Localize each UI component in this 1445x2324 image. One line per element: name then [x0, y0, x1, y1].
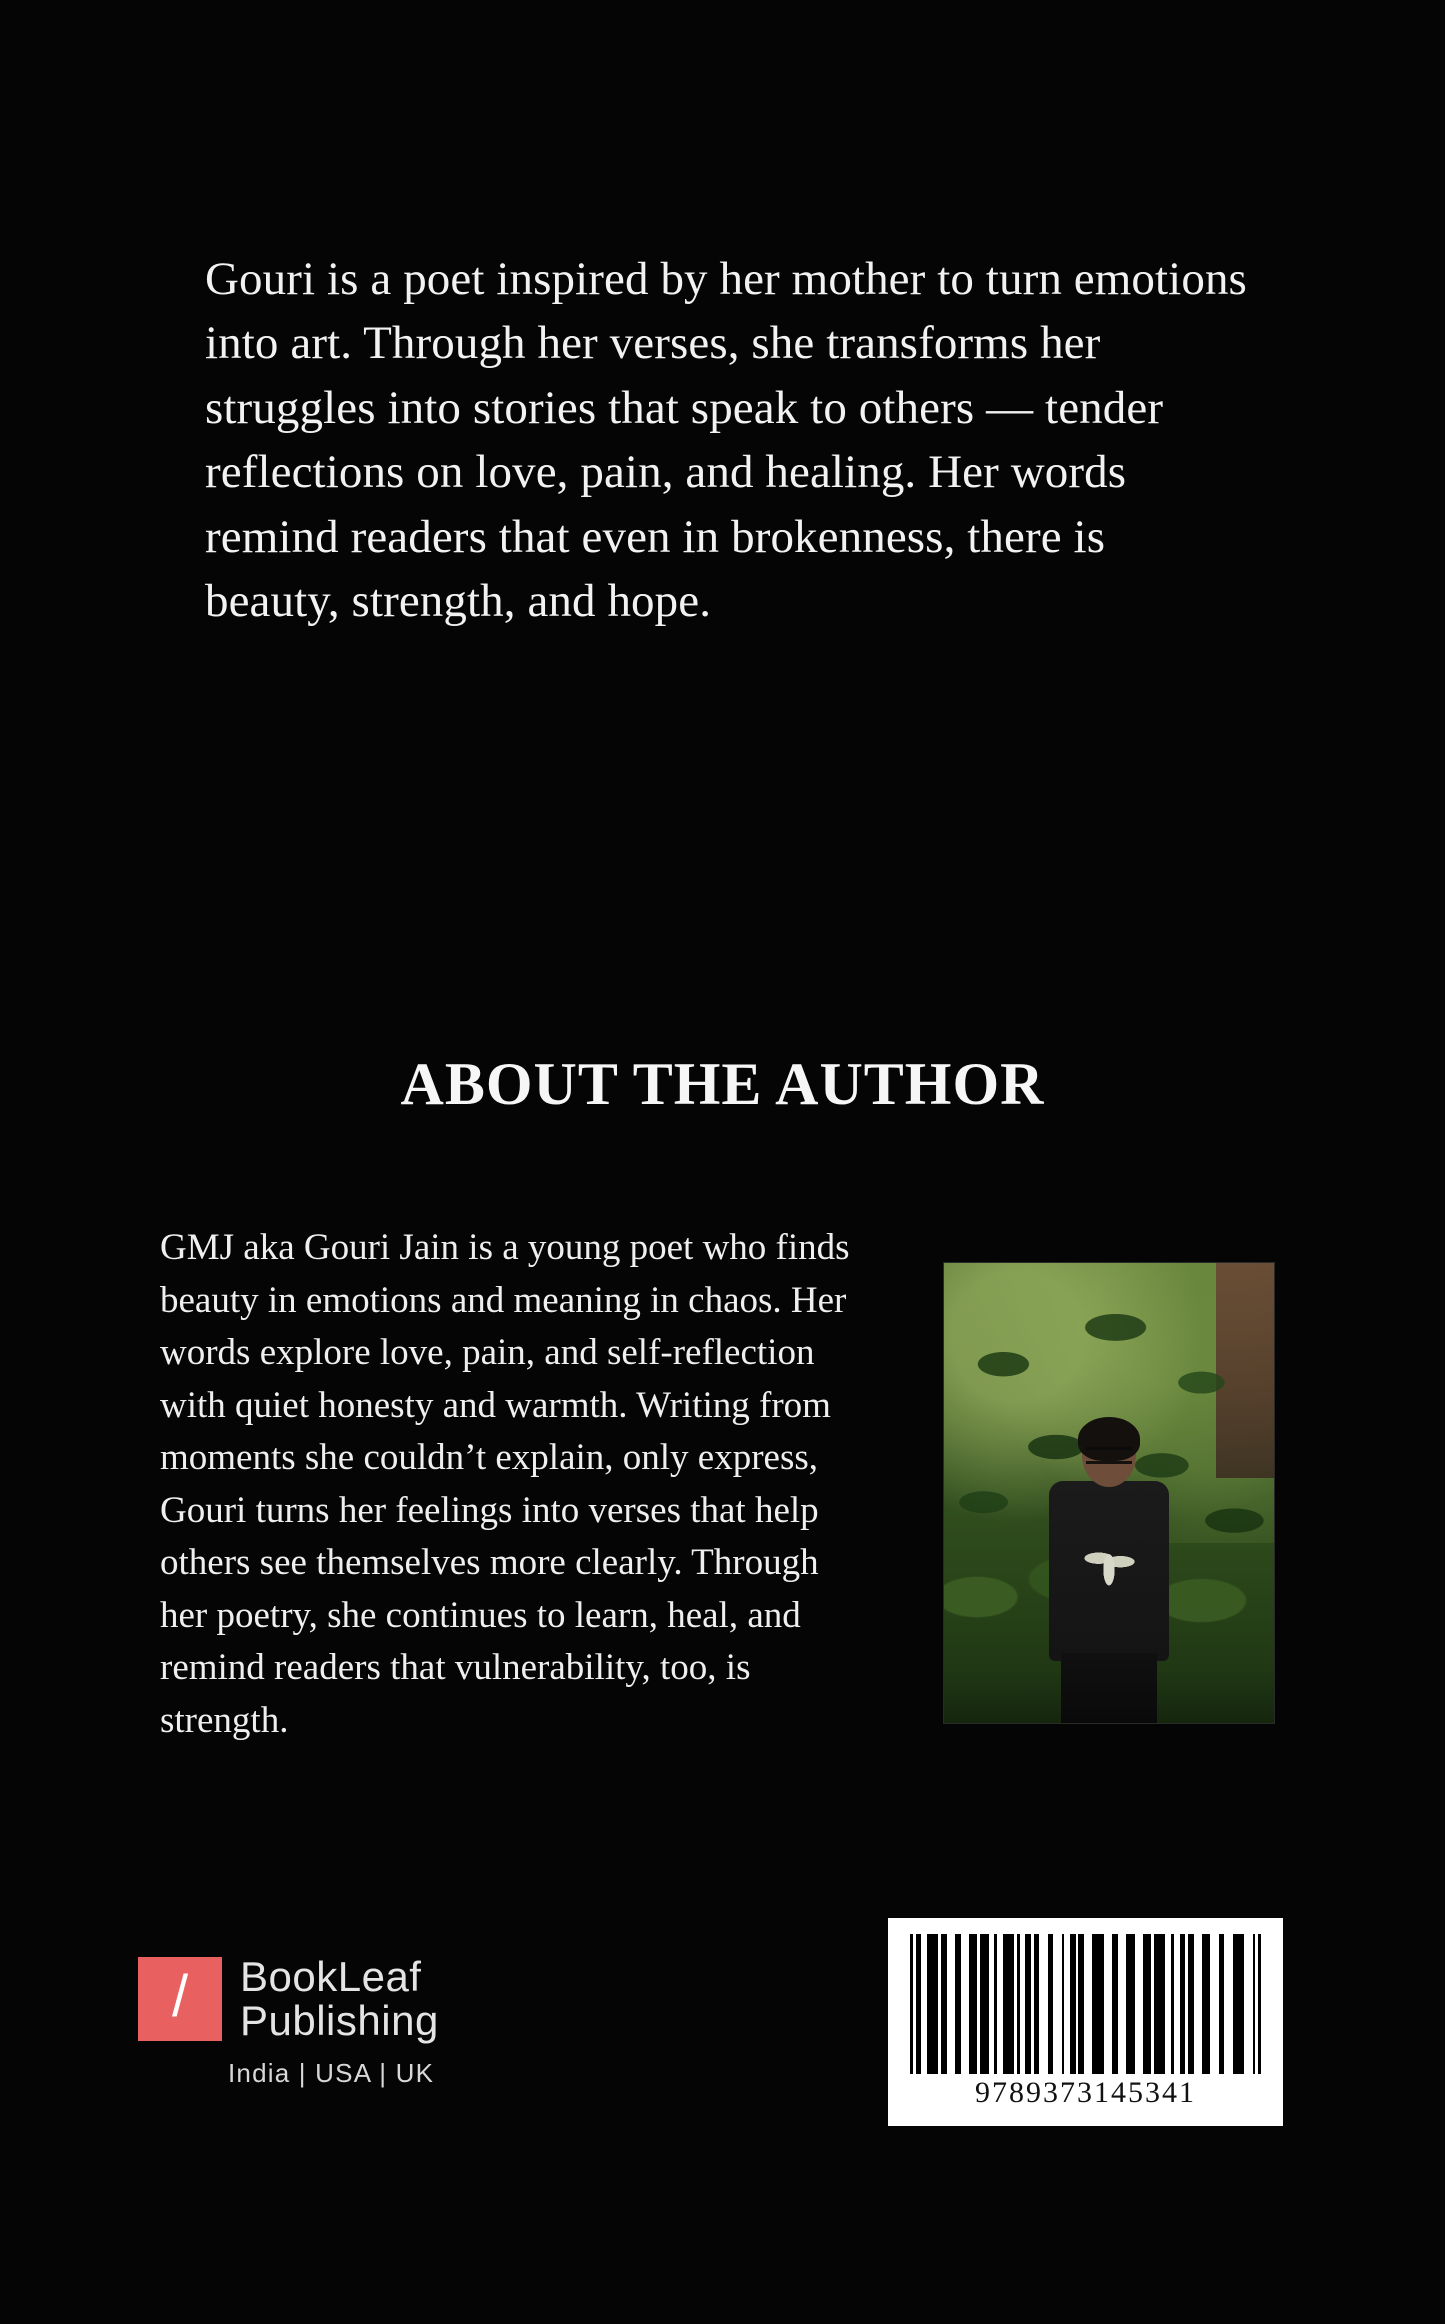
author-bio-text: GMJ aka Gouri Jain is a young poet who finds beauty in emotions and meaning in chaos. Her words explore love, pain, and self-reflection with quiet honesty and warmth. Writing from moments she couldn’t explain, only express, Gouri turns her feelings into verses that help others see themselves more clearly. Through her poetry, she continues to learn, heal, and remind readers that vulnerability, too, is strength. — [160, 1227, 850, 1741]
photo-shirt-print — [1083, 1535, 1135, 1593]
book-blurb: Gouri is a poet inspired by her mother to turn emotions into art. Through her verses, she transforms her struggles into stories that speak to others — tender reflections on love, pain, and healing. Her words remind readers that even in brokenness, there is beauty, strength, and hope. — [205, 253, 1247, 627]
barcode — [888, 1918, 1283, 2126]
publisher-name — [240, 1955, 439, 2042]
publisher-name-line2: Publishing — [240, 1996, 439, 2044]
barcode-bars — [910, 1934, 1261, 2074]
publisher-name-line1: BookLeaf — [240, 1953, 422, 2000]
publisher-mark-glyph: / — [171, 1963, 189, 2029]
author-photo — [943, 1262, 1275, 1724]
publisher-logo-row — [138, 1955, 568, 2042]
photo-person-legs — [1061, 1653, 1157, 1723]
publisher-logo — [138, 1955, 568, 2089]
publisher-locations: India | USA | UK — [228, 2058, 435, 2089]
glasses-icon — [1086, 1447, 1132, 1464]
isbn-number: 9789373145341 — [975, 2076, 1196, 2109]
about-the-author-heading: ABOUT THE AUTHOR — [400, 1050, 1045, 1117]
photo-person — [1034, 1423, 1184, 1723]
slash-mark-icon — [138, 1957, 222, 2041]
